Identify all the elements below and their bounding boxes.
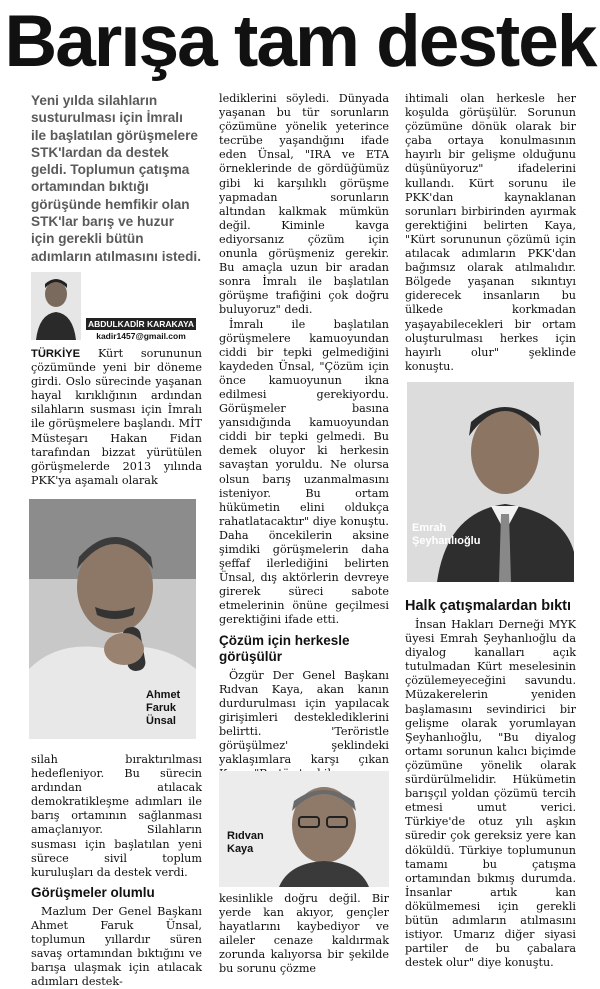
body-text: kesinlikle doğru değil. Bir yerde kan akıyor, gençler hayatlarını kaybediyor ve aileler cenaze kaldırmak zorunda kalıyorsa bir şekilde bu sorunu çözme — [219, 892, 389, 976]
body-text: Mazlum Der Genel Başkanı Ahmet Faruk Ünsal, toplumun yıllardır süren savaş ortamından bıktığını ve barışa ulaşmak için atılacak adımları destek- — [31, 904, 202, 989]
subhead-cozum-icin-herkesle: Çözüm için herkesle görüşülür — [219, 632, 350, 664]
photo-ridvan-kaya — [219, 771, 389, 887]
subhead-gorusmeler-olumlu: Görüşmeler olumlu — [31, 884, 155, 900]
body-text: Özgür Der Genel Başkanı Rıdvan Kaya, akan kanın durdurulması için yapılacak girişimleri desteklediklerini belirtti. 'Teröristle görüşülmez' şeklindeki yaklaşımlara karşı çıkan — [219, 668, 389, 767]
column-1-top — [31, 347, 202, 488]
caption-kaya: Rıdvan Kaya — [227, 830, 264, 855]
body-text: lediklerini söyledi. Dünyada yaşanan bu tür sorunların çözümüne yönelik yeterince tecrübe yaşandığını ifade eden Ünsal, "IRA ve ETA örneklerinde de gördüğümüz gibi ki karşılıklı görüşme yapmadan sorunların altından kalkmak mümkün değil. Kiminle kavga ediyorsanız çözüm için onunla görüşmeniz gerekir. Bu amaçla uzun bir aradan sonra İmralı ile başlatılan görüşme trafiğini çok doğru buluyoruz" dedi. — [219, 92, 389, 317]
body-text: ihtimali olan herkesle her koşulda görüşülür. Sorunun çözümüne dönük olarak bir çaba ortaya konulmasının hayırlı bir gelişme olduğunu düşünüyoruz" ifadelerini kullandı. Kürt sorunu ile PKK'dan kaynaklanan sorunları birbirinden ayırmak gerektiğini belirten Kaya, "Kürt sorununun çözümü için atılacak adımların PKK'dan bağımsız olarak atılmalıdır. Bölgede yaşanan sıkıntıyı giderecek insanların bu ülkede korkmadan yaşayabilecekleri bir ortam oluşturulması herkes için hayırlı olur" şeklinde konuştu. — [405, 92, 576, 373]
caption-seyhanlioglu: Emrah Şeyhanlıoğlu — [412, 522, 481, 547]
column-3-top — [405, 92, 576, 374]
caption-unsal: Ahmet Faruk Ünsal — [146, 689, 181, 727]
subhead-halk-catismalardan: Halk çatışmalardan bıktı — [405, 598, 572, 614]
column-3-bottom — [405, 593, 576, 970]
lead-paragraph: Yeni yılda silahların susturulması için İmralı ile başlatılan görüşmelere STK'lardan da destek geldi. Toplumun çatışma ortamından bıktığı görüşünde hemfikir olan STK'lar barış ve huzur için gerekli bütün adımların atılmasını istedi. — [31, 93, 201, 264]
body-text: İnsan Hakları Derneği MYK üyesi Emrah Şeyhanlıoğlu da diyalog kanalları açık tutulmadan Kürt meselesinin çözülemeyeceğini savundu. Müzakerelerin yeniden başlamasını sevindirici bir gelişme olarak yorumlayan Şeyhanlıoğlu, "Bu diyalog ortamı sorunun kalıcı biçimde çözümüne yönelik olarak sürdürülmelidir. Hükümetin barışçıl yoldan çözümü tercih etmesi umut verici. Türkiye'de otuz yılı aşkın süredir çok gereksiz yere kan döküldü. Türkiye toplumunun tamamı bu çatışma ortamından bıkmış durumda. İnsanlar artık kan dökülmemesi için gerekli bütün adımların atılmasını istiyor. Umarız diğer siyasi partiler de bu çabalara destek olur" diye konuştu. — [405, 618, 576, 970]
headline: Barışa tam destek — [4, 1, 596, 82]
body-text: İmralı ile başlatılan görüşmelere kamuoyundan ciddi bir tepki gelmediğini kaydeden Ünsal, "Çözüm için önce kamuoyunun ikna edilmesi gerekiyordu. Görüşmeler basına yansıdığında kamuoyundan ciddi bir tepki gelmedi. Bu demek oluyor ki herkesin savaştan yoruldu. Ne olursa olsun barış uzanmalmasını isteniyor. Bu ortam hükümetin elini oldukça rahatlatacaktır" diye konuştu. Daha öncekilerin aksine şimdiki görüşmelerin daha şeffaf ilerlediğini belirten Ünsal, dış aktörlerin devreye girerek süreci sabote etmelerinin önüne geçilmesi gerektiğini ifade etti. — [219, 317, 389, 627]
body-text: silah bıraktırılması hedefleniyor. Bu sürecin ardından atılacak demokratikleşme adımları ile barış ortamının sağlanması amaçlanıyor. Silahların susması için başlatılan yeni sürece sivil toplum kuruluşları da destek verdi. — [31, 753, 202, 879]
dateline: TÜRKİYE — [31, 348, 81, 360]
byline-name: ABDULKADİR KARAKAYA — [87, 319, 195, 329]
byline-email: kadir1457@gmail.com — [96, 331, 186, 341]
column-2-top — [219, 92, 389, 781]
byline-photo — [31, 272, 81, 340]
body-text: Kürt sorununun çözümünde yeni bir döneme girdi. Oslo sürecinde yaşanan hayal kırıklığının ardından silahların susması için İmralı ile görüşmelere başlandı. MİT Müsteşarı Hakan Fidan tarafından bizzat yürütülen görüşmelerde 2013 yılında PKK'ya aşamalı olarak — [31, 347, 202, 487]
photo-emrah-seyhanlioglu — [407, 382, 574, 582]
column-1-bottom — [31, 753, 202, 989]
column-2-bottom — [219, 892, 389, 977]
